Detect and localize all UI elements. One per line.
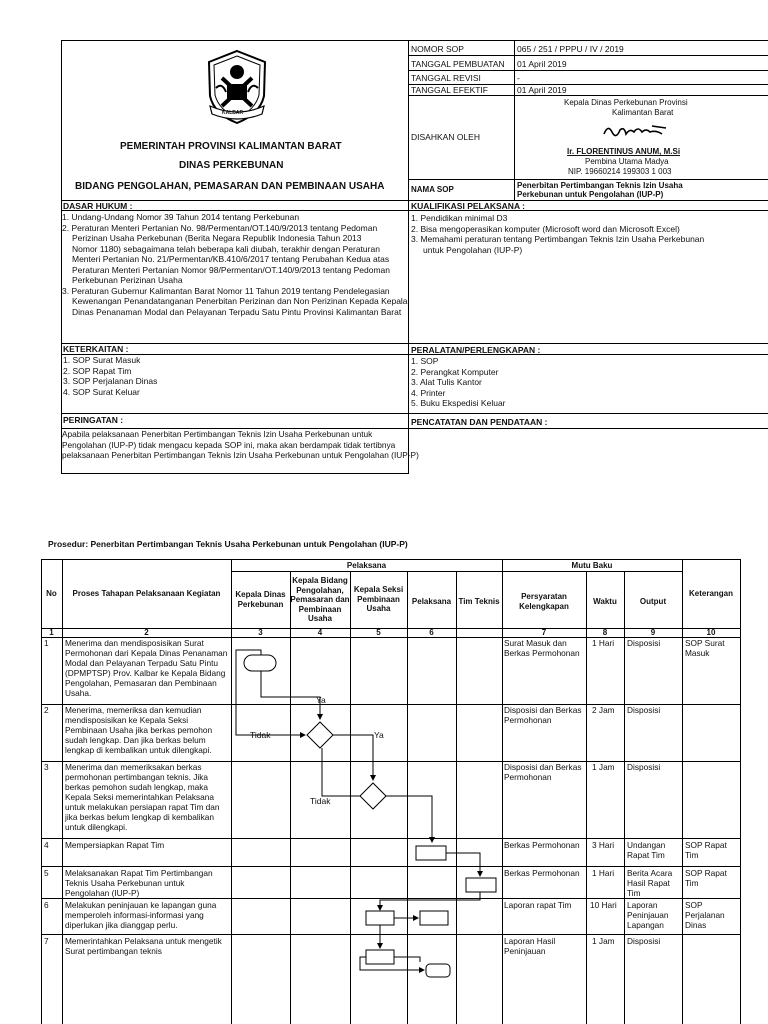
header-kadis: Kepala Dinas Perkebunan [235,590,286,609]
kepala-line2: Kalimantan Barat [612,108,674,117]
table-row: 5 [44,868,49,878]
row-waktu: 1 Hari [592,638,615,648]
row-waktu: 1 Jam [592,936,615,946]
colnum: 6 [429,628,434,637]
efektif-label: TANGGAL EFEKTIF [411,85,488,95]
nomor-label: NOMOR SOP [411,44,464,54]
table-row: 6 [44,900,49,910]
flow-label-ya-1: Ya [316,695,326,705]
pencatatan-title: PENCATATAN DAN PENDATAAN : [411,417,548,427]
table-row: 4 [44,840,49,850]
flow-start-terminator [244,655,276,671]
header-keterangan: Keterangan [688,589,733,598]
row-waktu: 1 Jam [592,762,615,772]
peringatan-title: PERINGATAN : [63,415,124,425]
row-keterangan: SOP Rapat Tim [685,840,727,860]
row-process: Melaksanakan Rapat Tim Pertimbangan Teknis Usaha Perkebunan untuk Pengolahan (IUP-P) [65,868,213,898]
row-syarat: Disposisi dan Berkas Permohonan [504,762,582,782]
colnum: 9 [650,628,656,637]
row-waktu: 2 Jam [592,705,615,715]
header-persyaratan: Persyaratan Kelengkapan [519,592,569,611]
header-output: Output [639,597,667,606]
row-syarat: Laporan Hasil Peninjauan [504,936,556,956]
flow-process-5 [466,878,496,892]
row-output: Disposisi [627,705,661,715]
header-mutu-baku: Mutu Baku [571,561,613,570]
row-process: Menerima dan mendisposisikan Surat Permohonan dari Kepala Dinas Penanaman Modal dan Pelayanan Terpadu Satu Pintu (DPMPTSP) Prov. Kalbar ke Kepala Bidang Pengolahan, Pemasaran dan Pembinaan Usaha. [65,638,228,698]
row-keterangan: SOP Perjalanan Dinas [685,900,725,930]
flow-label-ya-2: Ya [374,730,384,740]
table-row: 7 [44,936,49,946]
row-syarat: Berkas Permohonan [504,868,580,878]
signature [600,120,672,142]
row-process: Memerintahkan Pelaksana untuk mengetik Surat pertimbangan teknis [65,936,222,956]
kualifikasi-list: 1. Pendidikan minimal D3 2. Bisa mengoperasikan komputer (Microsoft word dan Microsoft Excel) 3. Memahami peraturan tentang Pertimbangan Teknis Izin Usaha Perkebunan untuk Pengolahan (IUP-P) [411,213,705,255]
flow-decision-2 [360,783,386,809]
procedure-title: Prosedur: Penerbitan Pertimbangan Teknis Usaha Perkebunan untuk Pengolahan (IUP-P) [48,539,408,549]
colnum: 3 [258,628,263,637]
dasar-title: DASAR HUKUM : [63,201,133,211]
row-waktu: 3 Hari [592,840,615,850]
flow-process-7a [366,950,394,964]
colnum: 4 [317,628,323,637]
row-output: Disposisi [627,638,661,648]
flow-process-7b [426,964,450,977]
flow-decision-1 [307,722,333,748]
kualifikasi-title: KUALIFIKASI PELAKSANA : [411,201,525,211]
logo-banner-text: KALBAR [222,110,244,116]
row-process: Melakukan peninjauan ke lapangan guna memperoleh informasi-informasi yang diperlukan jika dianggap perlu. [65,900,217,930]
header-kabid: Kepala Bidang Pengolahan, Pemasaran dan Pembinaan Usaha [290,576,350,623]
nomor-value: 065 / 251 / PPPU / IV / 2019 [517,44,624,54]
dinas-title: DINAS PERKEBUNAN [179,160,284,171]
row-keterangan: SOP Rapat Tim [685,868,727,888]
colnum: 1 [49,628,54,637]
row-process: Mempersiapkan Rapat Tim [65,840,165,850]
row-waktu: 1 Hari [592,868,615,878]
colnum: 2 [144,628,149,637]
row-waktu: 10 Hari [590,900,617,910]
row-process: Menerima, memeriksa dan kemudian mendisposisikan ke Kepala Seksi Pembinaan Usaha jika berkas pemohon sudah lengkap. Dan jika berkas belum lengkap di kembalikan untuk dilengkapi. [65,705,213,755]
disahkan-label: DISAHKAN OLEH [411,132,480,142]
kepala-line1: Kepala Dinas Perkebunan Provinsi [564,98,688,107]
row-output: Undangan Rapat Tim [627,840,666,860]
header-kasi: Kepala Seksi Pembinaan Usaha [353,585,404,613]
row-keterangan: SOP Surat Masuk [685,638,725,658]
table-row: 3 [44,762,49,772]
nama-sop-line1: Penerbitan Pertimbangan Teknis Izin Usaha [517,181,683,190]
row-syarat: Surat Masuk dan Berkas Permohonan [504,638,580,658]
table-row: 2 [44,705,49,715]
colnum: 5 [376,628,381,637]
flow-label-tidak-1: Tidak [250,730,271,740]
official-nip: NIP. 19660214 199303 1 003 [568,167,672,176]
efektif-value: 01 April 2019 [517,85,567,95]
colnum: 10 [706,628,716,637]
row-output: Berita Acara Hasil Rapat Tim [627,868,673,898]
row-syarat: Laporan rapat Tim [504,900,572,910]
official-name: Ir. FLORENTINUS ANUM, M.Si [567,147,681,156]
row-syarat: Disposisi dan Berkas Permohonan [504,705,582,725]
buat-label: TANGGAL PEMBUATAN [411,59,505,69]
flow-label-tidak-2: Tidak [310,796,331,806]
row-output: Disposisi [627,762,661,772]
revisi-label: TANGGAL REVISI [411,73,481,83]
flow-process-6b [420,911,448,925]
table-row: 1 [44,638,49,648]
bidang-title: BIDANG PENGOLAHAN, PEMASARAN DAN PEMBINAAN USAHA [75,181,385,192]
row-process: Menerima dan memeriksakan berkas permohonan pertimbangan teknis. Jika berkas pemohon sudah lengkap, maka Kepala Seksi memerintahkan Pelaksana untuk melakukan persiapan rapat Tim dan jika berkas belum lengkap di kembalikan untuk dilengkapi. [65,762,220,832]
row-output: Disposisi [627,936,661,946]
peralatan-title: PERALATAN/PERLENGKAPAN : [411,345,541,355]
header-pelaksana: Pelaksana [346,561,387,570]
dasar-list: 1. Undang-Undang Nomor 39 Tahun 2014 tentang Perkebunan 2. Peraturan Menteri Pertanian No. 98/Permentan/OT.140/9/2013 tentang Pedoman Perizinan Usaha Perkebunan (Berita Negara Republik Indonesia Tahun 2013 Nomor 1180) sebagaimana telah beberapa kali diubah, terakhir dengan Peraturan Menteri Pertanian No. 21/Permentan/KB.410/6/2017 tentang Perubahan Kedua atas Peraturan Menteri Pertanian Nomor 98/Permentan/OT.140/9/2013 tentang Pedoman Perkebunan Perizinan Usaha 3. Peraturan Gubernur Kalimantan Barat Nomor 11 Tahun 2019 tentang Pendelegasian Kewenangan Penandatanganan Penerbitan Perizinan dan Non Perizinan Kepada Kepala Dinas Penanaman Modal dan Pelayanan Terpadu Satu Pintu Provinsi Kalimantan Barat [62,212,408,317]
revisi-value: - [517,73,520,83]
row-output: Laporan Peninjauan Lapangan [627,900,669,930]
colnum: 7 [541,628,547,637]
row-syarat: Berkas Permohonan [504,840,580,850]
peralatan-list: 1. SOP 2. Perangkat Komputer 3. Alat Tulis Kantor 4. Printer 5. Buku Ekspedisi Keluar [411,356,506,408]
keterkaitan-list: 1. SOP Surat Masuk 2. SOP Rapat Tim 3. SOP Perjalanan Dinas 4. SOP Surat Keluar [63,355,158,397]
flow-process-4 [416,846,446,860]
buat-value: 01 April 2019 [517,59,567,69]
nama-sop-label: NAMA SOP [411,185,454,194]
header-pelaksana-col: Pelaksana [411,597,452,606]
keterkaitan-title: KETERKAITAN : [63,344,129,354]
peringatan-text: Apabila pelaksanaan Penerbitan Pertimbangan Teknis Izin Usaha Perkebunan untuk Pengolahan (IUP-P) tidak mengacu kepada SOP ini, maka akan berdampak tidak tertibnya pelaksanaan Penerbitan Pertimbangan Teknis Izin Usaha Perkebunan untuk Pengolahan (IUP-P) [62,429,419,460]
header-waktu: Waktu [593,597,617,606]
colnum: 8 [602,628,608,637]
nama-sop-line2: Perkebunan untuk Pengolahan (IUP-P) [517,190,664,199]
header-no: No [46,589,57,598]
official-rank: Pembina Utama Madya [585,157,669,166]
header-proses: Proses Tahapan Pelaksanaan Kegiatan [72,589,221,598]
gov-title: PEMERINTAH PROVINSI KALIMANTAN BARAT [120,141,342,152]
header-tim-teknis: Tim Teknis [458,597,500,606]
flow-process-6a [366,911,394,925]
